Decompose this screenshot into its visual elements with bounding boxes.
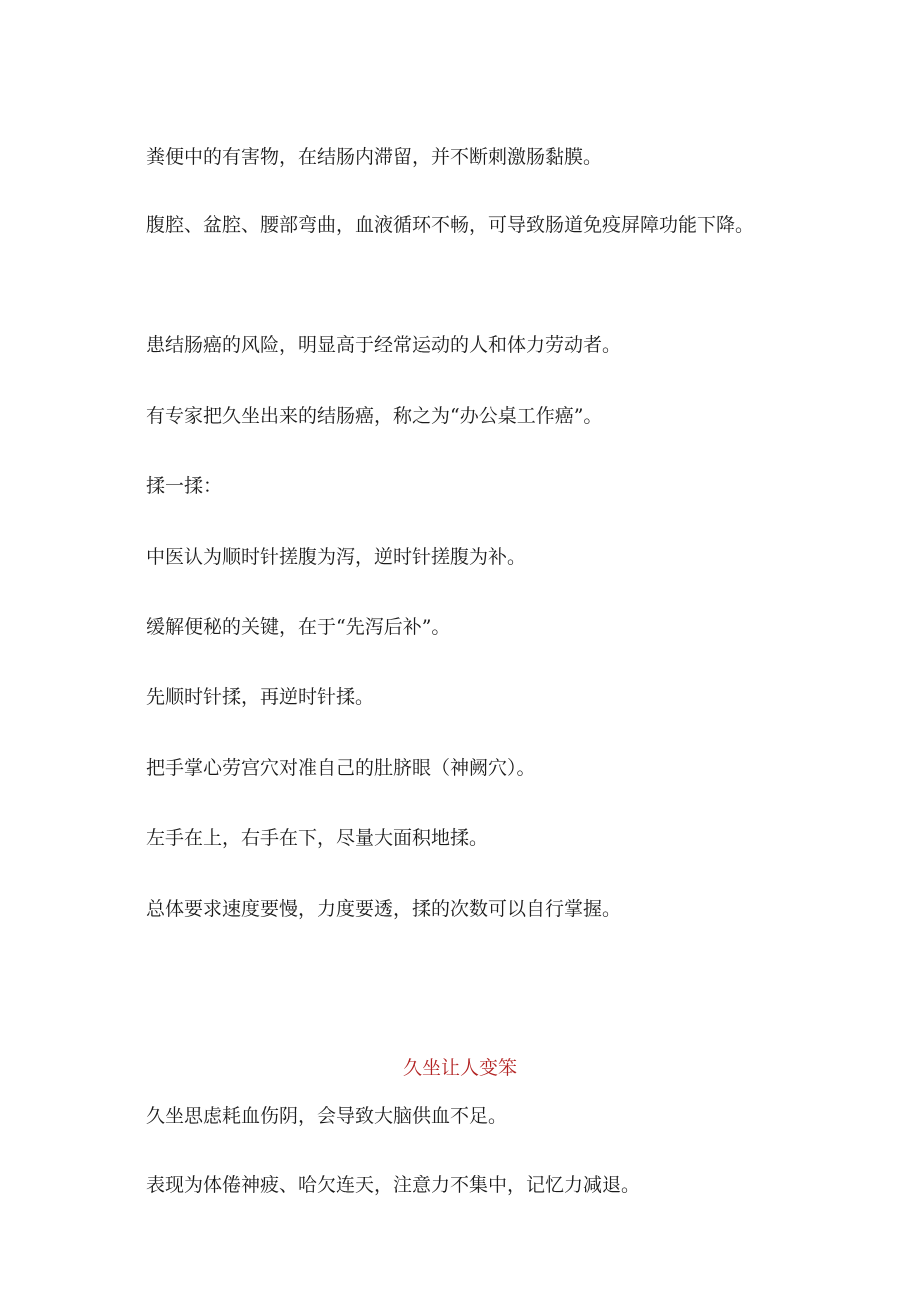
paragraph: 缓解便秘的关键，在于“先泻后补”。: [146, 616, 451, 638]
paragraph: 患结肠癌的风险，明显高于经常运动的人和体力劳动者。: [146, 334, 622, 356]
paragraph: 表现为体倦神疲、哈欠连天，注意力不集中，记忆力减退。: [146, 1174, 641, 1196]
paragraph: 久坐思虑耗血伤阴，会导致大脑供血不足。: [146, 1105, 508, 1127]
paragraph: 腹腔、盆腔、腰部弯曲，血液循环不畅，可导致肠道免疫屏障功能下降。: [146, 214, 755, 236]
paragraph: 把手掌心劳宫穴对准自己的肚脐眼（神阙穴）。: [146, 757, 536, 779]
paragraph: 粪便中的有害物，在结肠内滞留，并不断刺激肠黏膜。: [146, 146, 603, 168]
paragraph: 总体要求速度要慢，力度要透，揉的次数可以自行掌握。: [146, 898, 622, 920]
paragraph: 先顺时针揉，再逆时针揉。: [146, 686, 375, 708]
paragraph: 中医认为顺时针搓腹为泻，逆时针搓腹为补。: [146, 546, 527, 568]
paragraph: 有专家把久坐出来的结肠癌，称之为“办公桌工作癌”。: [146, 405, 603, 427]
section-heading: 久坐让人变笨: [402, 1057, 517, 1079]
paragraph: 揉一揉：: [146, 475, 223, 497]
paragraph: 左手在上，右手在下，尽量大面积地揉。: [146, 827, 489, 849]
